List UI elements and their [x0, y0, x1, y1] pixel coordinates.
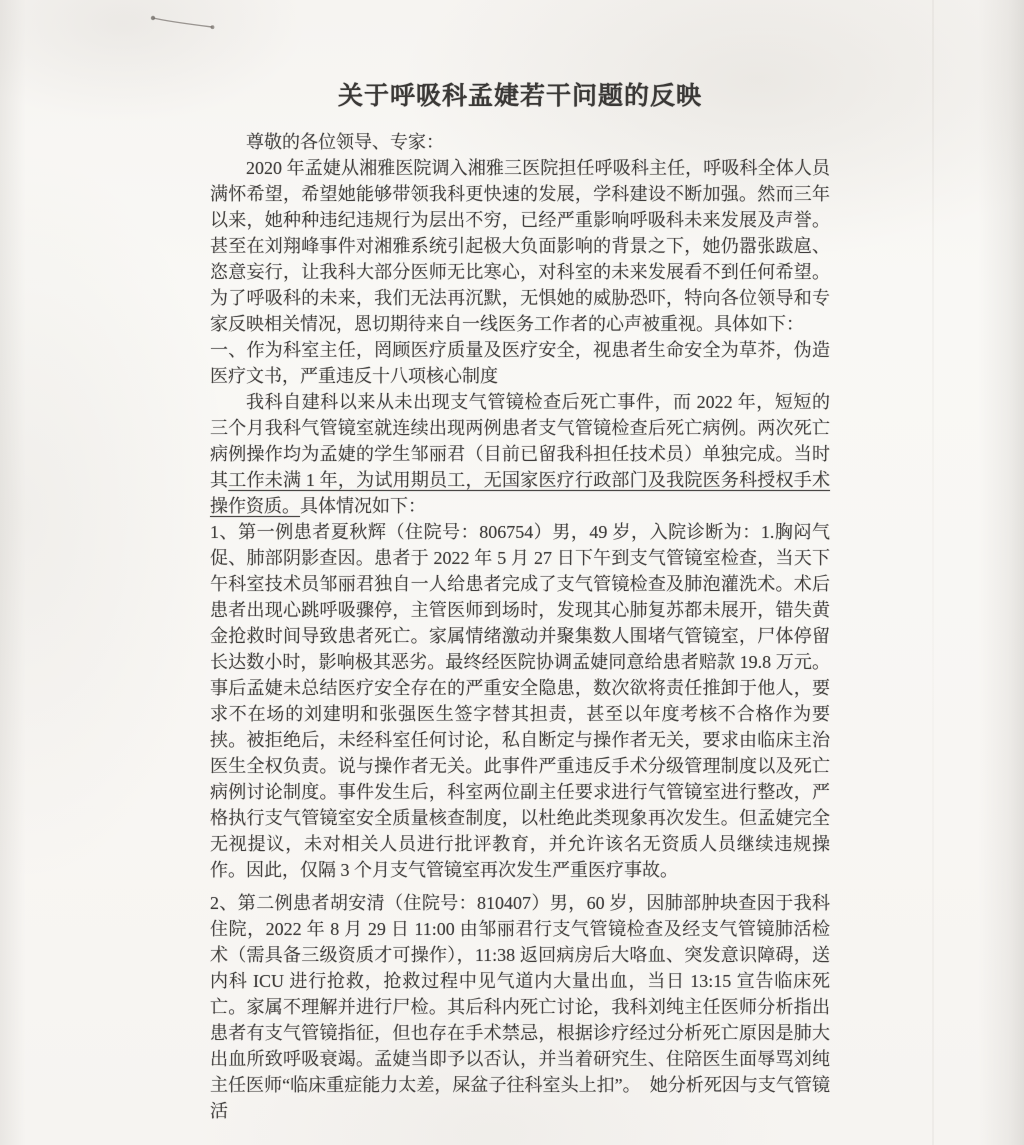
intro-paragraph: 2020 年孟婕从湘雅医院调入湘雅三医院担任呼吸科主任，呼吸科全体人员满怀希望，希望她能够带领我科更快速的发展，学科建设不断加强。然而三年以来，她种种违纪违规行为层出不穷，已经严重影响呼吸科未来发展及声誉。甚至在刘翔峰事件对湘雅系统引起极大负面影响的背景之下，她仍嚣张跋扈、恣意妄行，让我科大部分医师无比寒心，对科室的未来发展看不到任何希望。为了呼吸科的未来，我们无法再沉默，无惧她的威胁恐吓，特向各位领导和专家反映相关情况，恩切期待来自一线医务工作者的心声被重视。具体如下： — [210, 158, 830, 334]
document-body — [210, 82, 830, 1124]
greeting-line: 尊敬的各位领导、专家： — [246, 132, 444, 152]
section1-overview-paragraph — [210, 389, 830, 519]
overview-text-after-underline: 具体情况如下： — [300, 496, 426, 516]
pen-stroke-icon — [148, 10, 220, 36]
section1-heading: 一、作为科室主任，罔顾医疗质量及医疗安全，视患者生命安全为草芥，伪造医疗文书，严重违反十八项核心制度 — [210, 340, 830, 386]
document-title: 关于呼吸科孟婕若干问题的反映 — [337, 83, 702, 110]
case2-paragraph: 2、第二例患者胡安清（住院号：810407）男，60 岁，因肺部肿块查因于我科住院，2022 年 8 月 29 日 11:00 由邹丽君行支气管镜检查及经支气管镜肺活检术（需具备三级资质才可操作），11:38 返回病房后大咯血、突发意识障碍，送内科 ICU 进行抢救，抢救过程中见气道内大量出血，当日 13:15 宣告临床死亡。家属不理解并进行尸检。其后科内死亡讨论，我科刘纯主任医师分析指出患者有支气管镜指征，但也存在手术禁忌，根据诊疗经过分析死亡原因是肺大出血所致呼吸衰竭。孟婕当即予以否认，并当着研究生、住陪医生面辱骂刘纯主任医师“临床重症能力太差，屎盆子往科室头上扣”。 她分析死因与支气管镜活 — [210, 893, 830, 1121]
case1-paragraph: 1、第一例患者夏秋辉（住院号：806754）男，49 岁，入院诊断为：1.胸闷气促、肺部阴影查因。患者于 2022 年 5 月 27 日下午到支气管镜室检查，当天下午科室技术员邹丽君独自一人给患者完成了支气管镜检查及肺泡灌洗术。术后患者出现心跳呼吸骤停，主管医师到场时，发现其心肺复苏都未展开，错失黄金抢救时间导致患者死亡。家属情绪激动并聚集数人围堵气管镜室，尸体停留长达数小时，影响极其恶劣。最终经医院协调孟婕同意给患者赔款 19.8 万元。事后孟婕未总结医疗安全存在的严重安全隐患，数次欲将责任推卸于他人，要求不在场的刘建明和张强医生签字替其担责，甚至以年度考核不合格作为要挟。被拒绝后，未经科室任何讨论，私自断定与操作者无关，要求由临床主治医生全权负责。说与操作者无关。此事件严重违反手术分级管理制度以及死亡病例讨论制度。事件发生后，科室两位副主任要求进行气管镜室进行整改，严格执行支气管镜室安全质量核查制度，以杜绝此类现象再次发生。但孟婕完全无视提议，未对相关人员进行批评教育，并允许该名无资质人员继续违规操作。因此，仅隔 3 个月支气管镜室再次发生严重医疗事故。 — [210, 522, 830, 880]
overview-text-before-underline: 我科自建科以来从未出现支气管镜检查后死亡事件，而 2022 年，短短的三个月我科气管镜室就连续出现两例患者支气管镜检查后死亡病例。两次死亡病例操作均为孟婕的学生邹丽君（目前已留我科担任技术员）单独完成。当时其 — [210, 392, 830, 490]
underlined-statement: 工作未满 1 年，为试用期员工，无国家医疗行政部门及我院医务科授权手术操作资质。 — [210, 470, 831, 516]
